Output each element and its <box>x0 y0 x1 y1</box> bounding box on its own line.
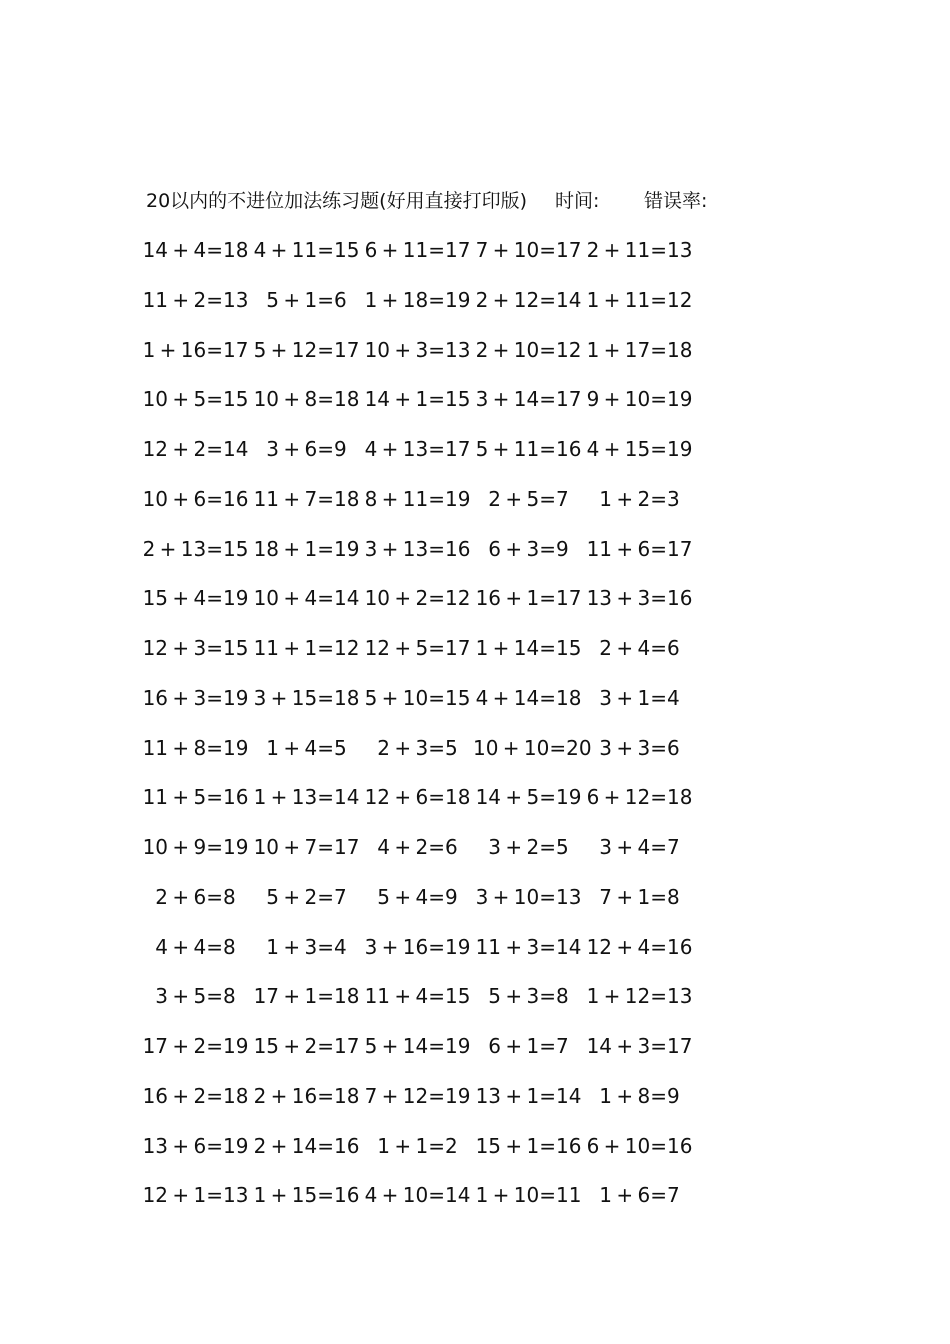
addition-problem: 7 + 12=19 <box>364 1083 471 1108</box>
addition-problem: 3 + 5=8 <box>155 984 236 1009</box>
addition-problem: 14 + 4=18 <box>142 238 249 262</box>
addition-problem: 1 + 18=19 <box>364 287 471 312</box>
worksheet-title: 20以内的不进位加法练习题(好用直接打印版) <box>146 190 528 212</box>
addition-problem: 4 + 4=8 <box>155 934 236 959</box>
addition-problem: 1 + 14=15 <box>475 636 582 660</box>
addition-problem: 2 + 5=7 <box>488 486 569 511</box>
addition-problem: 1 + 13=14 <box>253 785 360 810</box>
addition-problem: 3 + 2=5 <box>488 835 569 859</box>
addition-problem: 11 + 3=14 <box>475 934 582 959</box>
addition-problem: 1 + 2=3 <box>599 486 680 511</box>
addition-problem: 11 + 1=12 <box>253 636 360 660</box>
addition-problem: 4 + 14=18 <box>475 685 582 710</box>
addition-problem: 11 + 4=15 <box>364 984 471 1009</box>
addition-problem: 10 + 4=14 <box>253 586 360 611</box>
addition-problem: 15 + 4=19 <box>142 586 249 611</box>
addition-problem: 1 + 8=9 <box>599 1083 680 1108</box>
addition-problem: 6 + 3=9 <box>488 536 569 561</box>
problem-row <box>140 285 700 335</box>
addition-problem: 5 + 10=15 <box>364 685 471 710</box>
addition-problem: 1 + 4=5 <box>266 735 347 760</box>
addition-problem: 1 + 16=17 <box>142 337 249 362</box>
addition-problem: 12 + 4=16 <box>586 934 693 959</box>
addition-problem: 1 + 11=12 <box>586 287 693 312</box>
addition-problem: 11 + 2=13 <box>142 287 249 312</box>
addition-problem: 14 + 5=19 <box>475 785 582 810</box>
addition-problem: 11 + 8=19 <box>142 735 249 760</box>
addition-problem: 5 + 2=7 <box>266 884 347 909</box>
problem-row <box>140 932 700 982</box>
addition-problem: 12 + 2=14 <box>142 437 249 461</box>
addition-problem: 10 + 3=13 <box>364 337 471 362</box>
addition-problem: 14 + 3=17 <box>586 1034 693 1058</box>
addition-problem: 10 + 9=19 <box>142 835 249 859</box>
addition-problem: 1 + 1=2 <box>377 1133 458 1158</box>
addition-problem: 4 + 15=19 <box>586 437 693 461</box>
addition-problem: 10 + 6=16 <box>142 486 249 511</box>
addition-problem: 12 + 5=17 <box>364 636 471 660</box>
addition-problem: 2 + 16=18 <box>253 1083 360 1108</box>
addition-problem: 5 + 4=9 <box>377 884 458 909</box>
addition-problem: 3 + 16=19 <box>364 934 471 959</box>
addition-problem: 5 + 12=17 <box>253 337 360 362</box>
addition-problem: 5 + 3=8 <box>488 984 569 1009</box>
problem-row <box>140 1131 700 1181</box>
problem-row <box>140 484 700 534</box>
problem-row <box>140 1081 700 1131</box>
addition-problem: 6 + 10=16 <box>586 1133 693 1158</box>
addition-problem: 13 + 6=19 <box>142 1133 249 1158</box>
addition-problem: 5 + 1=6 <box>266 287 347 312</box>
addition-problem: 1 + 3=4 <box>266 934 347 959</box>
addition-problem: 12 + 6=18 <box>364 785 471 810</box>
problem-row <box>140 683 700 733</box>
addition-problem: 3 + 1=4 <box>599 685 680 710</box>
addition-problem: 6 + 12=18 <box>586 785 693 810</box>
addition-problem: 16 + 2=18 <box>142 1083 249 1108</box>
addition-problem: 4 + 13=17 <box>364 437 471 461</box>
addition-problem: 9 + 10=19 <box>586 387 693 412</box>
addition-problem: 3 + 3=6 <box>599 735 680 760</box>
addition-problem: 12 + 3=15 <box>142 636 249 660</box>
addition-problem: 15 + 2=17 <box>253 1034 360 1058</box>
addition-problem: 2 + 6=8 <box>155 884 236 909</box>
worksheet-header <box>146 186 846 216</box>
problem-grid <box>140 235 700 1230</box>
addition-problem: 6 + 11=17 <box>364 238 471 262</box>
addition-problem: 5 + 14=19 <box>364 1034 471 1058</box>
addition-problem: 2 + 4=6 <box>599 636 680 660</box>
problem-row <box>140 384 700 434</box>
addition-problem: 11 + 7=18 <box>253 486 360 511</box>
addition-problem: 3 + 6=9 <box>266 437 347 461</box>
problem-row <box>140 1180 700 1230</box>
addition-problem: 1 + 6=7 <box>599 1183 680 1208</box>
addition-problem: 7 + 1=8 <box>599 884 680 909</box>
addition-problem: 3 + 14=17 <box>475 387 582 412</box>
problem-row <box>140 733 700 783</box>
problem-row <box>140 534 700 584</box>
addition-problem: 2 + 11=13 <box>586 238 693 262</box>
addition-problem: 2 + 10=12 <box>475 337 582 362</box>
addition-problem: 2 + 13=15 <box>142 536 249 561</box>
addition-problem: 3 + 15=18 <box>253 685 360 710</box>
addition-problem: 3 + 10=13 <box>475 884 582 909</box>
addition-problem: 14 + 1=15 <box>364 387 471 412</box>
problem-row <box>140 882 700 932</box>
addition-problem: 4 + 11=15 <box>253 238 360 262</box>
addition-problem: 16 + 3=19 <box>142 685 249 710</box>
addition-problem: 7 + 10=17 <box>475 238 582 262</box>
addition-problem: 10 + 5=15 <box>142 387 249 412</box>
addition-problem: 16 + 1=17 <box>475 586 582 611</box>
addition-problem: 2 + 14=16 <box>253 1133 360 1158</box>
addition-problem: 6 + 1=7 <box>488 1034 569 1058</box>
addition-problem: 3 + 13=16 <box>364 536 471 561</box>
addition-problem: 10 + 8=18 <box>253 387 360 412</box>
addition-problem: 12 + 1=13 <box>142 1183 249 1208</box>
addition-problem: 13 + 3=16 <box>586 586 693 611</box>
addition-problem: 15 + 1=16 <box>475 1133 582 1158</box>
addition-problem: 3 + 4=7 <box>599 835 680 859</box>
addition-problem: 5 + 11=16 <box>475 437 582 461</box>
problem-row <box>140 434 700 484</box>
problem-row <box>140 633 700 683</box>
addition-problem: 10 + 10=20 <box>473 735 592 760</box>
time-label: 时间: <box>555 190 600 212</box>
problem-row <box>140 235 700 285</box>
addition-problem: 11 + 5=16 <box>142 785 249 810</box>
addition-problem: 8 + 11=19 <box>364 486 471 511</box>
addition-problem: 1 + 15=16 <box>253 1183 360 1208</box>
addition-problem: 2 + 12=14 <box>475 287 582 312</box>
problem-row <box>140 1031 700 1081</box>
problem-row <box>140 782 700 832</box>
problem-row <box>140 583 700 633</box>
addition-problem: 18 + 1=19 <box>253 536 360 561</box>
error-rate-label: 错误率: <box>644 190 708 212</box>
addition-problem: 13 + 1=14 <box>475 1083 582 1108</box>
addition-problem: 17 + 1=18 <box>253 984 360 1009</box>
addition-problem: 1 + 17=18 <box>586 337 693 362</box>
addition-problem: 4 + 10=14 <box>364 1183 471 1208</box>
problem-row <box>140 335 700 385</box>
addition-problem: 1 + 12=13 <box>586 984 693 1009</box>
addition-problem: 10 + 2=12 <box>364 586 471 611</box>
addition-problem: 2 + 3=5 <box>377 735 458 760</box>
problem-row <box>140 981 700 1031</box>
addition-problem: 11 + 6=17 <box>586 536 693 561</box>
addition-problem: 10 + 7=17 <box>253 835 360 859</box>
addition-problem: 1 + 10=11 <box>475 1183 582 1208</box>
problem-row <box>140 832 700 882</box>
addition-problem: 4 + 2=6 <box>377 835 458 859</box>
addition-problem: 17 + 2=19 <box>142 1034 249 1058</box>
